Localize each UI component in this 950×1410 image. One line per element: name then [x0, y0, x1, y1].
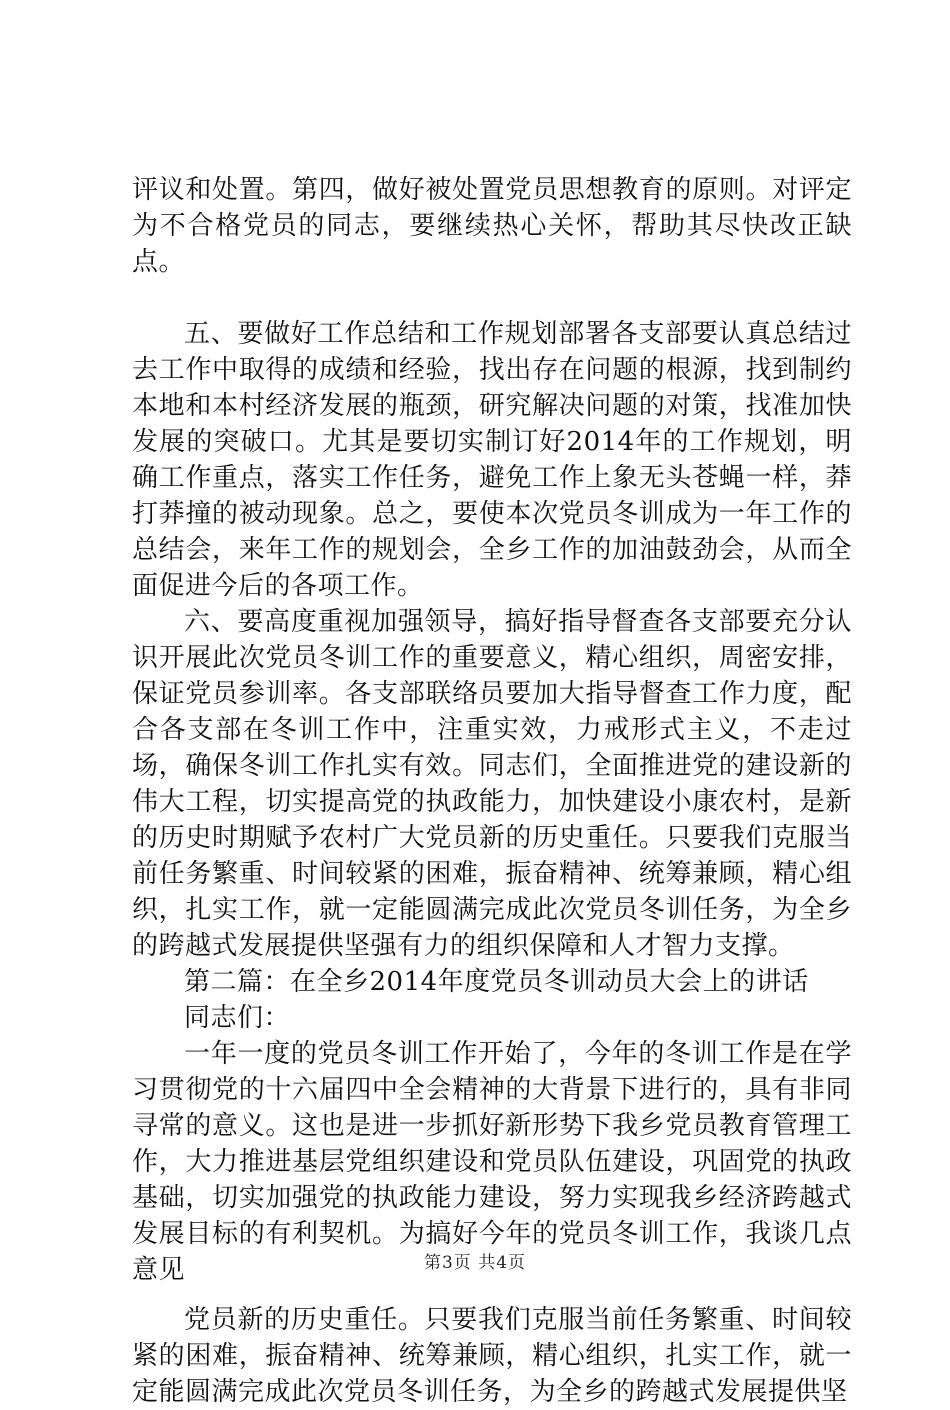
page-number: 第3页 共4页 [423, 1253, 527, 1273]
document-body [132, 172, 852, 1410]
paragraph-intro: 一年一度的党员冬训工作开始了，今年的冬训工作是在学习贯彻党的十六届四中全会精神的大背景下进行的，具有非同寻常的意义。这也是进一步抓好新形势下我乡党员教育管理工作，大力推进基层党组织建设和党员队伍建设，巩固党的执政基础，切实加强党的执政能力建设，努力实现我乡经济跨越式发展目标的有利契机。为搞好今年的党员冬训工作，我谈几点意见 [132, 1039, 852, 1285]
paragraph-section-five: 五、要做好工作总结和工作规划部署各支部要认真总结过去工作中取得的成绩和经验，找出存在问题的根源，找到制约本地和本村经济发展的瓶颈，研究解决问题的对策，找准加快发展的突破口。尤其是要切实制订好2014年的工作规划，明确工作重点，落实工作任务，避免工作上象无头苍蝇一样，莽打莽撞的被动现象。总之，要使本次党员冬训成为一年工作的总结会，来年工作的规划会，全乡工作的加油鼓劲会，从而全面促进今后的各项工作。 [132, 319, 852, 601]
paragraph-continuation: 评议和处置。第四，做好被处置党员思想教育的原则。对评定为不合格党员的同志，要继续热心关怀，帮助其尽快改正缺点。 [132, 175, 852, 277]
section-heading-part-two: 第二篇：在全乡2014年度党员冬训动员大会上的讲话 [184, 967, 809, 997]
paragraph-section-six: 六、要高度重视加强领导，搞好指导督查各支部要充分认识开展此次党员冬训工作的重要意义，精心组织，周密安排，保证党员参训率。各支部联络员要加大指导督查工作力度，配合各支部在冬训工作中，注重实效，力戒形式主义，不走过场，确保冬训工作扎实有效。同志们，全面推进党的建设新的伟大工程，切实提高党的执政能力，加快建设小康农村，是新的历史时期赋予农村广大党员新的历史重任。只要我们克服当前任务繁重、时间较紧的困难，振奋精神、统筹兼顾，精心组织，扎实工作，就一定能圆满完成此次党员冬训任务，为全乡的跨越式发展提供坚强有力的组织保障和人才智力支撑。 [132, 607, 852, 961]
paragraph-closing: 党员新的历史重任。只要我们克服当前任务繁重、时间较紧的困难，振奋精神、统筹兼顾，精心组织，扎实工作，就一定能圆满完成此次党员冬训任务，为全乡的跨越式发展提供坚 [132, 1305, 852, 1407]
salutation: 同志们： [184, 1003, 291, 1033]
